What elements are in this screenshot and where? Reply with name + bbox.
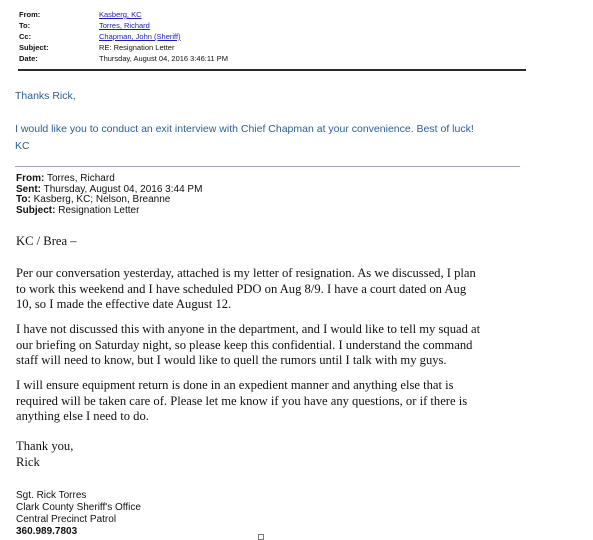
paragraph-line: 10, so I made the effective date August 12. — [16, 297, 232, 311]
paragraph-line: to work this weekend and I have scheduled PDO on Aug 8/9. I have a court dated on Aug — [16, 281, 467, 296]
paragraph-line: required will be taken care of. Please let me know if you have any questions, or if there is — [16, 393, 468, 408]
date-value: Thursday, August 04, 2016 3:46:11 PM — [99, 54, 228, 63]
cursor-marker-icon — [258, 534, 264, 540]
letter-closing — [16, 439, 536, 470]
letter-salutation: KC / Brea – — [16, 234, 77, 248]
original-sent-value: Thursday, August 04, 2016 3:44 PM — [43, 183, 203, 195]
reply-greeting-block — [15, 90, 76, 102]
signature-office: Clark County Sheriff's Office — [16, 502, 141, 513]
cc-label: Cc: — [19, 32, 32, 41]
date-row — [19, 53, 228, 64]
sender-name: Rick — [16, 454, 40, 469]
header-divider — [18, 69, 526, 71]
original-sent-label: Sent: — [16, 183, 41, 195]
paragraph-line: anything else I need to do. — [16, 409, 149, 423]
from-row — [19, 9, 228, 20]
paragraph-line: Per our conversation yesterday, attached is my letter of resignation. As we discussed, I plan — [16, 266, 476, 280]
original-subject-value: Resignation Letter — [58, 204, 140, 216]
signature-block — [16, 490, 141, 538]
signature-phone: 360.989.7803 — [16, 526, 78, 537]
to-label: To: — [19, 21, 31, 30]
original-subject-label: Subject: — [16, 204, 56, 216]
to-row — [19, 20, 228, 31]
letter-paragraph-3 — [16, 378, 536, 425]
reply-greeting: Thanks Rick, — [15, 90, 76, 102]
original-to-label: To: — [16, 194, 31, 205]
from-label: From: — [19, 10, 41, 19]
cc-link[interactable]: Chapman, John (Sheriff) — [99, 32, 181, 41]
signature-precinct: Central Precinct Patrol — [16, 514, 117, 525]
original-header — [16, 174, 202, 216]
email-header — [19, 9, 228, 64]
subject-value: RE: Resignation Letter — [99, 43, 175, 52]
reply-signoff: KC — [15, 140, 30, 152]
paragraph-line: our briefing on Saturday night, so please keep this confidential. I understand the command — [16, 337, 473, 352]
quoted-divider — [15, 166, 520, 167]
to-link[interactable]: Torres, Richard — [99, 21, 150, 30]
letter-paragraph-2 — [16, 322, 536, 369]
from-link[interactable]: Kasberg, KC — [99, 10, 142, 19]
original-subject-row — [16, 206, 202, 217]
cc-row — [19, 31, 228, 42]
paragraph-line: I will ensure equipment return is done in an expedient manner and anything else that is — [16, 378, 454, 392]
reply-body — [15, 121, 474, 155]
subject-row — [19, 42, 228, 53]
original-to-value: Kasberg, KC; Nelson, Breanne — [33, 194, 171, 205]
paragraph-line: staff will need to know, but I would like to quell the rumors until I talk with my guys. — [16, 353, 447, 367]
reply-body-line: I would like you to conduct an exit interview with Chief Chapman at your convenience. Best of luck! — [15, 123, 474, 135]
letter-paragraph-1 — [16, 266, 536, 313]
date-label: Date: — [19, 54, 38, 63]
subject-label: Subject: — [19, 43, 49, 52]
letter-salutation-block — [16, 234, 536, 250]
paragraph-line: I have not discussed this with anyone in the department, and I would like to tell my squad at — [16, 322, 481, 336]
original-from-value: Torres, Richard — [46, 173, 115, 184]
closing-line: Thank you, — [16, 439, 74, 453]
original-from-label: From: — [16, 173, 45, 184]
signature-title-name: Sgt. Rick Torres — [16, 490, 87, 501]
